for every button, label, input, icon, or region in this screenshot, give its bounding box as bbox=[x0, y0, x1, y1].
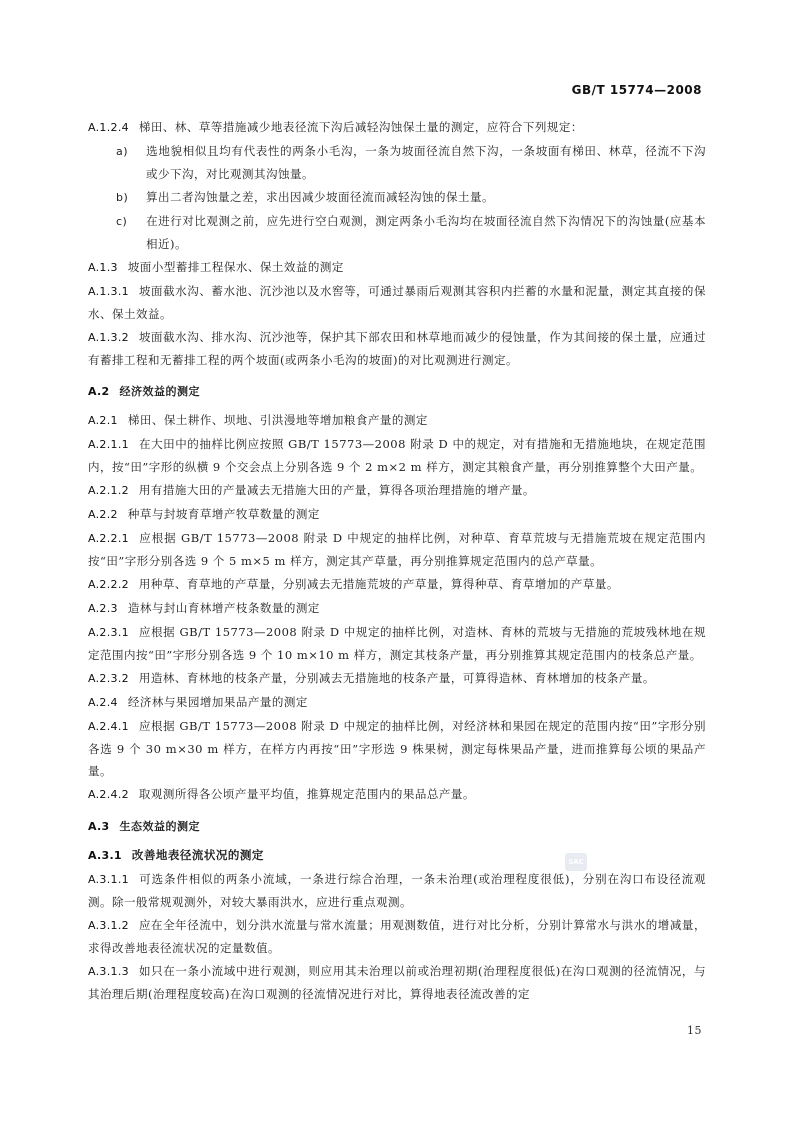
clause-a2-2-2 bbox=[88, 573, 706, 596]
list-text: 选地貌相似且均有代表性的两条小毛沟，一条为坡面径流自然下沟，一条坡面有梯田、林草，径流不下沟或少下沟，对比观测其沟蚀量。 bbox=[146, 144, 706, 181]
clause-a3-1-1 bbox=[88, 868, 706, 913]
clause-number: A.1.3.1 bbox=[88, 285, 129, 298]
clause-text: 用造林、育林地的枝条产量，分别减去无措施地的枝条产量，可算得造林、育林增加的枝条产量。 bbox=[138, 671, 655, 685]
clause-number: A.1.3.2 bbox=[88, 331, 129, 344]
clause-number: A.3.1.2 bbox=[88, 919, 129, 932]
heading-text: 种草与封坡育草增产牧草数量的测定 bbox=[127, 507, 320, 521]
clause-a1-3-2 bbox=[88, 326, 706, 371]
clause-text: 梯田、林、草等措施减少地表径流下沟后减轻沟蚀保土量的测定，应符合下列规定： bbox=[138, 120, 583, 134]
clause-a2-3-2 bbox=[88, 667, 706, 690]
clause-number: A.2.4 bbox=[88, 696, 118, 709]
clause-text: 如只在一条小流域中进行观测，则应用其未治理以前或治理初期(治理程度很低)在沟口观测的径流情况，与其治理后期(治理程度较高)在沟口观测的径流情况进行对比，算得地表径流改善的定 bbox=[88, 964, 706, 1001]
clause-number: A.2.2 bbox=[88, 508, 118, 521]
heading-text: 坡面小型蓄排工程保水、保土效益的测定 bbox=[127, 260, 344, 274]
list-label: a) bbox=[116, 145, 129, 158]
heading-text: 经济林与果园增加果品产量的测定 bbox=[127, 695, 308, 709]
list-text: 算出二者沟蚀量之差，求出因减少坡面径流而减轻沟蚀的保土量。 bbox=[146, 190, 494, 204]
section-title: 经济效益的测定 bbox=[119, 385, 200, 398]
clause-number: A.2.1.1 bbox=[88, 438, 129, 451]
heading-a2-4 bbox=[88, 691, 706, 714]
section-number: A.3 bbox=[88, 820, 110, 833]
heading-a2-1 bbox=[88, 409, 706, 432]
heading-a2-2 bbox=[88, 503, 706, 526]
clause-text: 应根据 GB/T 15773—2008 附录 D 中规定的抽样比例，对种草、育草荒坡与无措施荒坡在规定范围内按“田”字形分别各选 9 个 5 m×5 m 样方，测定其产草量，再分别推算规定范围内的总产草量。 bbox=[88, 531, 706, 568]
clause-a3-1-3 bbox=[88, 960, 706, 1005]
clause-a2-3-1 bbox=[88, 621, 706, 666]
clause-a2-4-1 bbox=[88, 715, 706, 782]
clause-text: 用种草、育草地的产草量，分别减去无措施荒坡的产草量，算得种草、育草增加的产草量。 bbox=[138, 577, 619, 591]
clause-text: 应根据 GB/T 15773—2008 附录 D 中规定的抽样比例，对经济林和果园在规定的范围内按“田”字形分别各选 9 个 30 m×30 m 样方，在样方内再按“田”字形选 9 株果树，测定每株果品产量，进而推算每公顷的果品产量。 bbox=[88, 719, 706, 778]
clause-number: A.3.1.1 bbox=[88, 873, 129, 886]
list-item-b bbox=[88, 186, 706, 209]
clause-a2-1-2 bbox=[88, 479, 706, 502]
clause-text: 可选条件相似的两条小流域，一条进行综合治理，一条未治理(或治理程度很低)，分别在沟口布设径流观测。除一般常规观测外，对较大暴雨洪水，应进行重点观测。 bbox=[88, 872, 706, 909]
clause-number: A.2.2.2 bbox=[88, 578, 129, 591]
clause-text: 用有措施大田的产量减去无措施大田的产量，算得各项治理措施的增产量。 bbox=[138, 483, 535, 497]
heading-a1-3 bbox=[88, 256, 706, 279]
section-title: 生态效益的测定 bbox=[119, 820, 200, 833]
clause-text: 在大田中的抽样比例应按照 GB/T 15773—2008 附录 D 中的规定，对有措施和无措施地块，在规定范围内，按“田”字形的纵横 9 个交会点上分别各选 9 个 2 m×2 m 样方，测定其粮食产量，再分别推算整个大田产量。 bbox=[88, 437, 706, 474]
clause-number: A.2.4.1 bbox=[88, 720, 129, 733]
clause-a3-1-2 bbox=[88, 914, 706, 959]
sac-logo-icon: SAC bbox=[565, 853, 587, 871]
document-body bbox=[88, 116, 706, 1005]
heading-text: 改善地表径流状况的测定 bbox=[131, 848, 264, 862]
section-heading-a3 bbox=[88, 816, 706, 838]
heading-text: 梯田、保土耕作、坝地、引洪漫地等增加粮食产量的测定 bbox=[127, 413, 428, 427]
clause-number: A.1.3 bbox=[88, 261, 118, 274]
clause-number: A.1.2.4 bbox=[88, 121, 129, 134]
list-text: 在进行对比观测之前，应先进行空白观测，测定两条小毛沟均在坡面径流自然下沟情况下的沟蚀量(应基本相近)。 bbox=[146, 214, 706, 251]
clause-text: 应根据 GB/T 15773—2008 附录 D 中规定的抽样比例，对造林、育林的荒坡与无措施的荒坡残林地在规定范围内按“田”字形分别各选 9 个 10 m×10 m 样方，测定其枝条产量，再分别推算其规定范围内的枝条总产量。 bbox=[88, 625, 706, 662]
clause-number: A.2.3 bbox=[88, 602, 118, 615]
list-item-c bbox=[88, 210, 706, 255]
section-heading-a2 bbox=[88, 381, 706, 403]
page-number: 15 bbox=[687, 1024, 702, 1037]
heading-a3-1 bbox=[88, 844, 706, 867]
clause-a2-1-1 bbox=[88, 433, 706, 478]
standard-code-header: GB/T 15774—2008 bbox=[571, 83, 702, 97]
clause-number: A.2.4.2 bbox=[88, 788, 129, 801]
clause-number: A.3.1 bbox=[88, 849, 122, 862]
heading-text: 造林与封山育林增产枝条数量的测定 bbox=[127, 601, 320, 615]
clause-text: 应在全年径流中，划分洪水流量与常水流量；用观测数值，进行对比分析，分别计算常水与洪水的增减量，求得改善地表径流状况的定量数值。 bbox=[88, 918, 706, 955]
clause-number: A.2.2.1 bbox=[88, 532, 129, 545]
list-label: c) bbox=[116, 215, 128, 228]
clause-a1-3-1 bbox=[88, 280, 706, 325]
clause-number: A.2.1 bbox=[88, 414, 118, 427]
clause-text: 坡面截水沟、蓄水池、沉沙池以及水窖等，可通过暴雨后观测其容积内拦蓄的水量和泥量，测定其直接的保水、保土效益。 bbox=[88, 284, 706, 321]
clause-number: A.2.3.2 bbox=[88, 672, 129, 685]
clause-text: 取观测所得各公顷产量平均值，推算规定范围内的果品总产量。 bbox=[138, 787, 475, 801]
clause-number: A.3.1.3 bbox=[88, 965, 129, 978]
clause-number: A.2.3.1 bbox=[88, 626, 129, 639]
clause-a1-2-4 bbox=[88, 116, 706, 139]
clause-a2-4-2 bbox=[88, 783, 706, 806]
heading-a2-3 bbox=[88, 597, 706, 620]
list-item-a bbox=[88, 140, 706, 185]
section-number: A.2 bbox=[88, 385, 110, 398]
clause-text: 坡面截水沟、排水沟、沉沙池等，保护其下部农田和林草地而减少的侵蚀量，作为其间接的保土量，应通过有蓄排工程和无蓄排工程的两个坡面(或两条小毛沟的坡面)的对比观测进行测定。 bbox=[88, 330, 706, 367]
clause-number: A.2.1.2 bbox=[88, 484, 129, 497]
list-label: b) bbox=[116, 191, 129, 204]
clause-a2-2-1 bbox=[88, 527, 706, 572]
